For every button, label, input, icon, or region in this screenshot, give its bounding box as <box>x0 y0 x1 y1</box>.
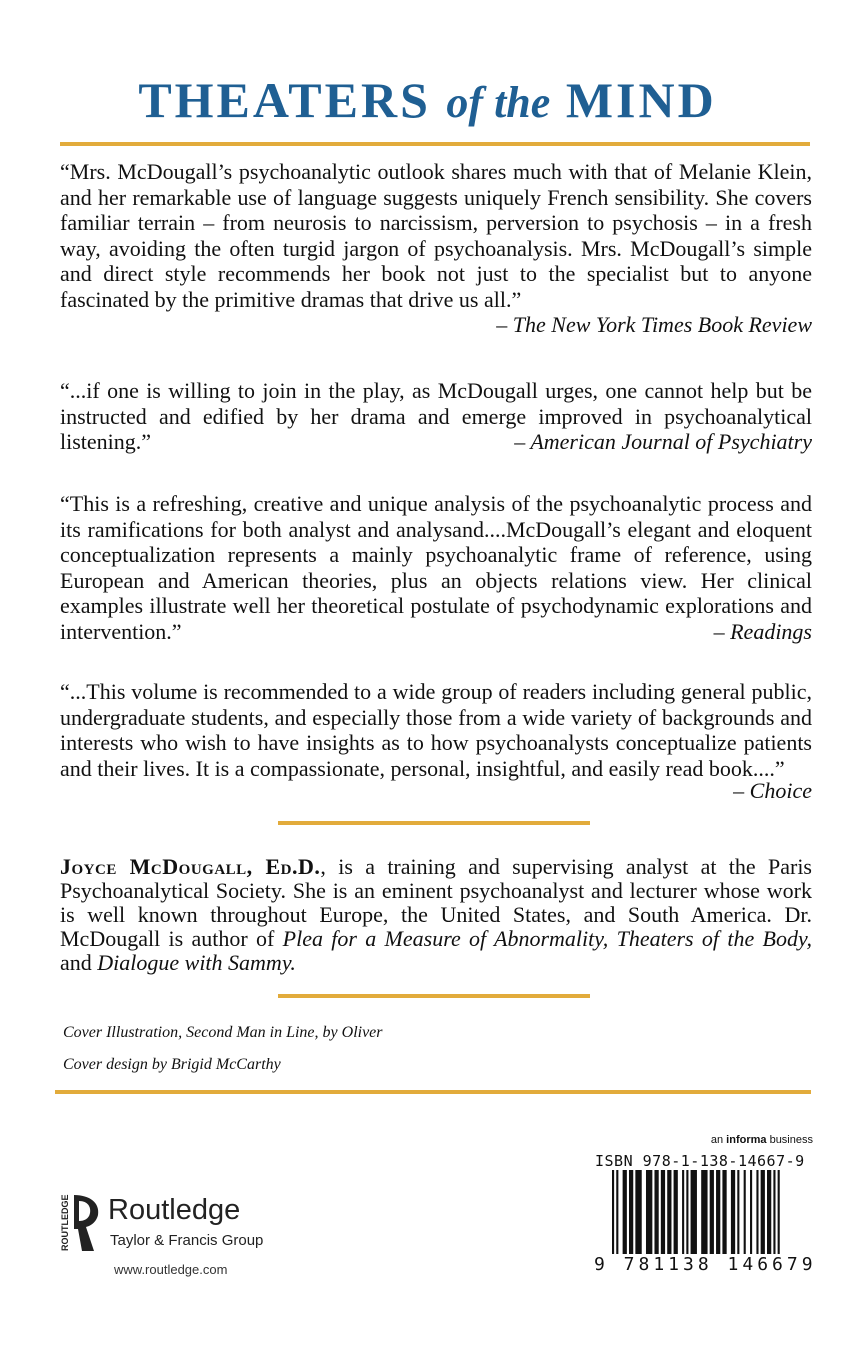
review-source: – Readings <box>713 619 812 644</box>
barcode-bar <box>682 1170 684 1254</box>
routledge-logo-icon <box>60 1193 104 1258</box>
barcode-bar <box>623 1170 627 1254</box>
author-bio <box>60 855 812 975</box>
informa-business-tag: an informa business <box>710 1134 813 1146</box>
barcode-bar <box>750 1170 752 1254</box>
bio-book-title: Dialogue with Sammy. <box>97 950 296 975</box>
barcode-bar <box>612 1170 614 1254</box>
review-text: “Mrs. McDougall’s psychoanalytic outlook shares much with that of Melanie Klein, and her remarkable use of language suggests uniquely French sensibility. She covers familiar terrain – from neurosis to narcissism, perversion to psychosis – in a fresh way, avoiding the often turgid jargon of psychoanalysis. Mrs. McDougall’s simple and direct style recommends her book not just to the specialist but to anyone fascinated by the primitive dramas that drive us all.” <box>60 159 812 312</box>
barcode-bar <box>661 1170 665 1254</box>
review-text: “This is a refreshing, creative and unique analysis of the psychoanalytic process and its ramifications for both analyst and analysand....McDougall’s elegant and eloquent conceptualization represents a mainly psychoanalytic frame of reference, using European and American theories, plus an objects relations view. Her clinical examples illustrate well her theoretical postulate of psychodynamic explorations and intervention.” <box>60 491 812 644</box>
barcode-bar <box>710 1170 714 1254</box>
barcode-bar <box>744 1170 746 1254</box>
title-word-of-the: of the <box>446 78 551 127</box>
barcode-bar <box>756 1170 758 1254</box>
barcode-bar <box>691 1170 697 1254</box>
bio-book-titles: Plea for a Measure of Abnormality, Theaters of the Body, <box>282 926 813 951</box>
footer-divider <box>55 1090 811 1094</box>
review-source: – The New York Times Book Review <box>496 312 812 337</box>
bio-text: , is a training and supervising analyst at the Paris Psychoanalytical Society. She is an eminent psychoanalyst and lecturer whose work is well known throughout Europe, the United States, and South America. Dr. McDougall is author of <box>60 854 812 951</box>
publisher-url[interactable]: www.routledge.com <box>114 1262 228 1277</box>
barcode-bar <box>767 1170 771 1254</box>
bio-divider-bottom <box>278 994 590 998</box>
review-source: – Choice <box>733 778 812 803</box>
barcode-bar <box>635 1170 641 1254</box>
review-quote <box>60 159 812 312</box>
review-text: “...This volume is recommended to a wide group of readers including general public, undergraduate students, and especially those from a wide variety of backgrounds and interests who wish to have insights as to how psychoanalysts conceptualize patients and their lives. It is a compassionate, personal, insightful, and easily read book....” <box>60 679 812 781</box>
illustration-credit: Cover Illustration, Second Man in Line, by Oliver <box>63 1024 383 1041</box>
title-divider <box>60 142 810 146</box>
isbn-barcode <box>612 1170 784 1254</box>
isbn-label: ISBN 978-1-138-14667-9 <box>595 1152 805 1170</box>
barcode-bar <box>629 1170 633 1254</box>
review-text: “...if one is willing to join in the play, as McDougall urges, one cannot help but be instructed and edified by her drama and emerge improved in psychoanalytical listening.” <box>60 378 812 454</box>
barcode-bar <box>701 1170 707 1254</box>
informa-brand: informa <box>726 1134 767 1146</box>
barcode-bar <box>616 1170 618 1254</box>
barcode-bar <box>654 1170 658 1254</box>
barcode-bar <box>722 1170 726 1254</box>
barcode-bar <box>773 1170 775 1254</box>
barcode-bar <box>731 1170 735 1254</box>
barcode-bar <box>778 1170 780 1254</box>
publisher-name: Routledge <box>108 1194 241 1226</box>
barcode-bar <box>761 1170 765 1254</box>
title-word-theaters: THEATERS <box>138 72 431 128</box>
barcode-bar <box>667 1170 671 1254</box>
publisher-group: Taylor & Francis Group <box>110 1232 264 1249</box>
barcode-bar <box>686 1170 688 1254</box>
barcode-bar <box>646 1170 652 1254</box>
review-quote <box>60 491 812 644</box>
review-source: – American Journal of Psychiatry <box>514 429 812 454</box>
barcode-bar <box>737 1170 739 1254</box>
barcode-digits: 9 781138 146679 <box>594 1254 817 1275</box>
title-word-mind: MIND <box>565 72 717 128</box>
barcode-bar <box>674 1170 678 1254</box>
bio-divider-top <box>278 821 590 825</box>
design-credit: Cover design by Brigid McCarthy <box>63 1056 281 1073</box>
bio-text-and: and <box>60 950 98 975</box>
barcode-bar <box>716 1170 720 1254</box>
book-title <box>0 70 855 133</box>
logo-vertical-text: ROUTLEDGE <box>60 1194 70 1251</box>
review-quote <box>60 679 812 781</box>
author-name: Joyce McDougall, Ed.D. <box>60 854 321 879</box>
